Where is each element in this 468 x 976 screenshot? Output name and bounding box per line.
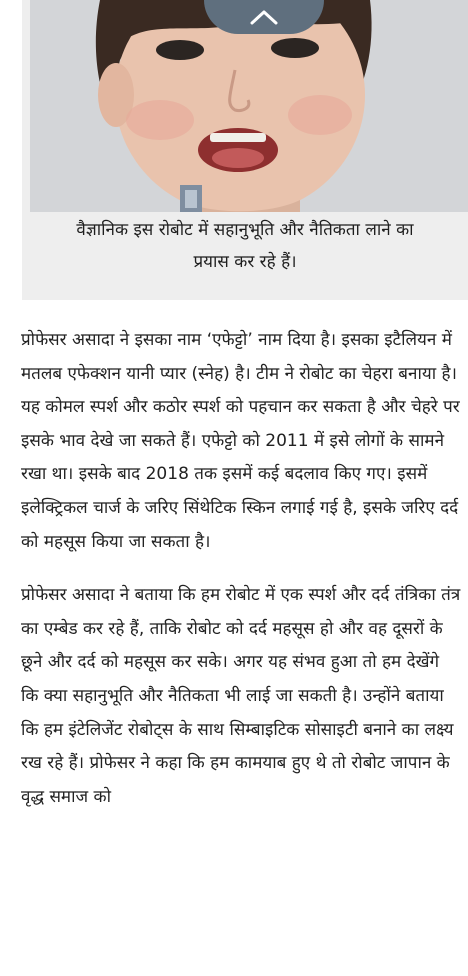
article-body xyxy=(21,324,461,834)
collapse-tab[interactable] xyxy=(204,0,324,34)
caption-line: प्रयास कर रहे हैं। xyxy=(193,252,297,272)
figure-caption xyxy=(22,214,468,278)
article-paragraph: प्रोफेसर असादा ने इसका नाम ‘एफेट्टो’ नाम दिया है। इसका इटैलियन में मतलब एफेक्शन यानी प्यार (स्नेह) है। टीम ने रोबोट का चेहरा बनाया है। यह कोमल स्पर्श और कठोर स्पर्श को पहचान कर सकता है और चेहरे पर इसके भाव देखे जा सकते हैं। एफेट्टो को 2011 में इसे लोगों के सामने रखा था। इसके बाद 2018 तक इसमें कई बदलाव किए गए। इसमें इलेक्ट्रिकल चार्ज के जरिए सिंथेटिक स्किन लगाई गई है, इसके जरिए दर्द को महसूस किया जा सकता है। xyxy=(21,330,460,552)
caption-line: वैज्ञानिक इस रोबोट में सहानुभूति और नैतिकता लाने का xyxy=(76,220,414,240)
article-figure xyxy=(22,0,468,300)
article-paragraph: प्रोफेसर असादा ने बताया कि हम रोबोट में एक स्पर्श और दर्द तंत्रिका तंत्र का एम्बेड कर रहे हैं, ताकि रोबोट को दर्द महसूस हो और वह दूसरों के छूने और दर्द को महसूस कर सके। अगर यह संभव हुआ तो हम देखेंगे कि क्या सहानुभूति और नैतिकता भी लाई जा सकती है। उन्होंने बताया कि हम इंटेलिजेंट रोबोट्स के साथ सिम्बाइटिक सोसाइटी बनाने का लक्ष्य रख रहे हैं। प्रोफेसर ने कहा कि हम कामयाब हुए थे तो रोबोट जापान के वृद्ध समाज को xyxy=(21,585,461,807)
chevron-up-icon[interactable] xyxy=(249,8,279,26)
